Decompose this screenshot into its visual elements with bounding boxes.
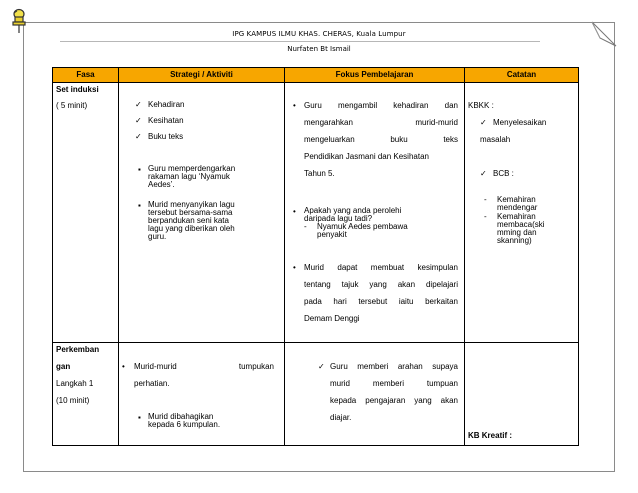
column-header-strategi: Strategi / Aktiviti xyxy=(119,68,285,83)
paragraph-line: mengeluarkan buku teks xyxy=(304,135,458,144)
paragraph-line: Guru mengambil kehadiran dan xyxy=(304,101,458,110)
list-item: Murid-murid tumpukan xyxy=(134,362,274,371)
skill-item: skanning) xyxy=(497,236,532,245)
square-bullet-icon: ▪ xyxy=(138,413,141,422)
list-item: kepada 6 kumpulan. xyxy=(148,420,221,429)
fasa-cell xyxy=(53,343,119,446)
list-item: Kesihatan xyxy=(148,116,184,125)
note-item: masalah xyxy=(480,135,511,144)
table-header-row xyxy=(53,68,579,83)
paragraph-line: Pendidikan Jasmani dan Kesihatan xyxy=(304,152,429,161)
dash-icon: - xyxy=(484,212,487,221)
square-bullet-icon: ▪ xyxy=(138,201,141,210)
check-icon: ✓ xyxy=(135,132,142,141)
column-header-fasa: Fasa xyxy=(53,68,119,83)
lesson-plan-table xyxy=(52,67,579,446)
phase-title: Set induksi xyxy=(56,85,99,94)
paragraph-line: Tahun 5. xyxy=(304,169,335,178)
step-label: Langkah 1 xyxy=(56,379,94,388)
list-item: Murid dibahagikan xyxy=(148,412,214,421)
paragraph-line: murid memberi tumpuan xyxy=(330,379,458,388)
column-header-catatan: Catatan xyxy=(465,68,579,83)
strategi-cell xyxy=(119,83,285,343)
dash-icon: - xyxy=(484,195,487,204)
kbkk-label: KBKK : xyxy=(468,101,494,110)
check-icon: ✓ xyxy=(135,116,142,125)
list-item: lagu yang diberikan oleh xyxy=(148,224,235,233)
catatan-cell xyxy=(465,83,579,343)
fasa-cell xyxy=(53,83,119,343)
sub-item: Nyamuk Aedes pembawa xyxy=(317,222,408,231)
note-item: Menyelesaikan xyxy=(493,118,547,127)
list-item: Guru memperdengarkan xyxy=(148,164,236,173)
bullet-icon: • xyxy=(293,263,296,272)
strategi-cell xyxy=(119,343,285,446)
skill-item: mming dan xyxy=(497,228,537,237)
paragraph-line: tentang tajuk yang akan dipelajari xyxy=(304,280,458,289)
header-divider xyxy=(60,41,540,42)
phase-title: Perkemban xyxy=(56,345,100,354)
paragraph-line: kepada pengajaran yang akan xyxy=(330,396,458,405)
catatan-cell xyxy=(465,343,579,446)
check-icon: ✓ xyxy=(480,118,487,127)
sub-item: penyakit xyxy=(317,230,347,239)
institution-header: IPG KAMPUS ILMU KHAS. CHERAS, Kuala Lumpur xyxy=(232,30,406,38)
list-item: Buku teks xyxy=(148,132,184,141)
bcb-label: BCB : xyxy=(493,169,514,178)
fokus-cell xyxy=(285,343,465,446)
skill-item: membaca(ski xyxy=(497,220,545,229)
paragraph-line: Guru memberi arahan supaya xyxy=(330,362,458,371)
bullet-icon: • xyxy=(293,101,296,110)
list-item: berpandukan seni kata xyxy=(148,216,229,225)
bullet-icon: • xyxy=(293,207,296,216)
bullet-icon: • xyxy=(122,362,125,371)
list-item: tersebut bersama-sama xyxy=(148,208,233,217)
column-header-fokus: Fokus Pembelajaran xyxy=(285,68,465,83)
table-row xyxy=(53,83,579,343)
check-icon: ✓ xyxy=(135,100,142,109)
list-item: guru. xyxy=(148,232,167,241)
list-item: rakaman lagu ‘Nyamuk xyxy=(148,172,230,181)
skill-item: Kemahiran xyxy=(497,212,536,221)
phase-duration: (10 minit) xyxy=(56,396,90,405)
fokus-cell xyxy=(285,83,465,343)
paragraph-line: Apakah yang anda perolehi xyxy=(304,206,402,215)
table-row xyxy=(53,343,579,446)
list-item: perhatian. xyxy=(134,379,170,388)
paragraph-line: mengarahkan murid-murid xyxy=(304,118,458,127)
skill-item: Kemahiran xyxy=(497,195,536,204)
kb-kreatif-label: KB Kreatif : xyxy=(468,431,513,440)
paragraph-line: Murid dapat membuat kesimpulan xyxy=(304,263,458,272)
square-bullet-icon: ▪ xyxy=(138,165,141,174)
list-item: Murid menyanyikan lagu xyxy=(148,200,235,209)
author-header: Nurfaten Bt Ismail xyxy=(287,45,351,53)
paragraph-line: diajar. xyxy=(330,413,352,422)
phase-title: gan xyxy=(56,362,71,371)
paragraph-line: daripada lagu tadi? xyxy=(304,214,373,223)
check-icon: ✓ xyxy=(480,169,487,178)
list-item: Aedes’. xyxy=(148,180,175,189)
paragraph-line: pada hari tersebut iaitu berkaitan xyxy=(304,297,458,306)
list-item: Kehadiran xyxy=(148,100,185,109)
skill-item: mendengar xyxy=(497,203,538,212)
phase-duration: ( 5 minit) xyxy=(56,101,88,110)
paragraph-line: Demam Denggi xyxy=(304,314,360,323)
dash-icon: - xyxy=(304,222,307,231)
check-icon: ✓ xyxy=(318,362,325,371)
